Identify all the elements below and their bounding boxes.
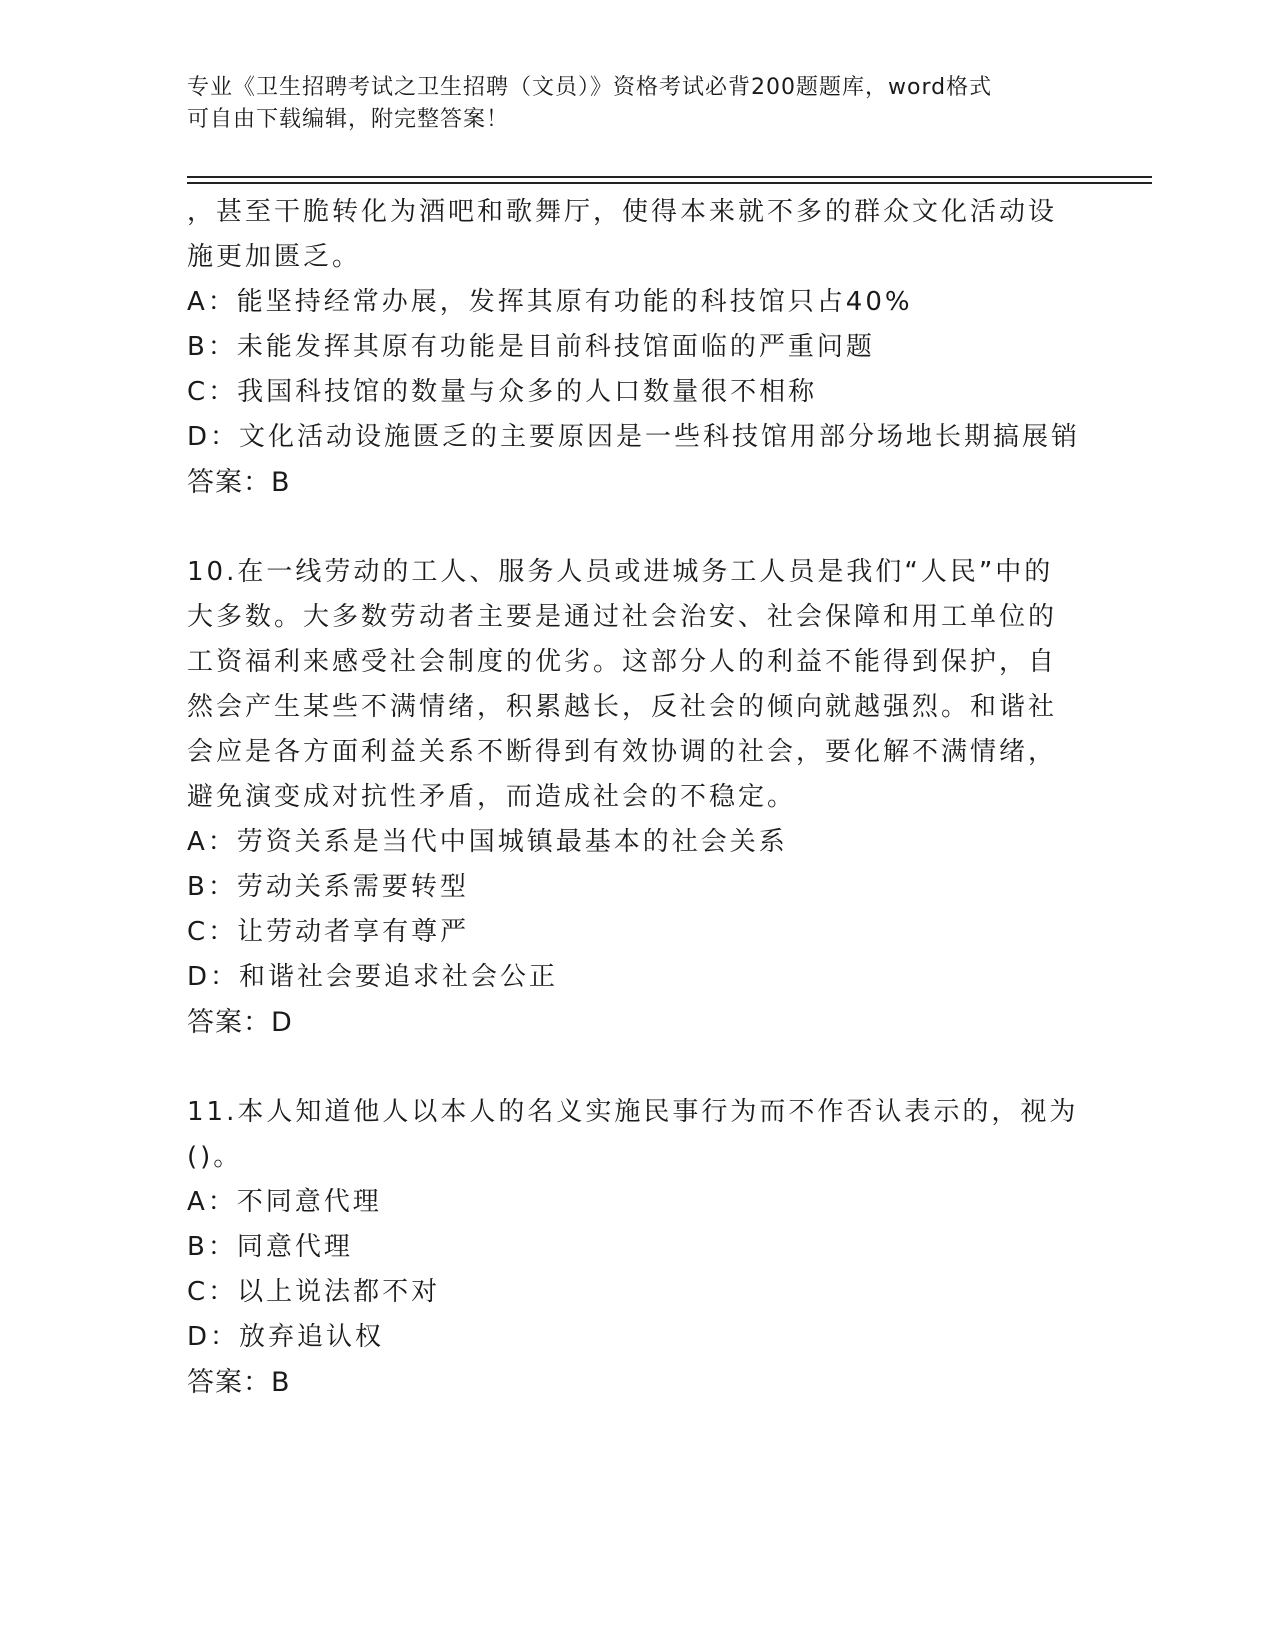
answer: 答案：B xyxy=(187,1367,291,1398)
option-d: D：和谐社会要追求社会公正 xyxy=(187,962,559,992)
header-divider-top xyxy=(187,176,1152,178)
spacer xyxy=(187,505,1087,550)
question-stem-line: 大多数。大多数劳动者主要是通过社会治安、社会保障和用工单位的 xyxy=(187,602,1058,632)
question-stem-line: 然会产生某些不满情绪，积累越长，反社会的倾向就越强烈。和谐社 xyxy=(187,692,1058,722)
option-d: D：放弃追认权 xyxy=(187,1322,385,1352)
question-stem-line: 会应是各方面利益关系不断得到有效协调的社会，要化解不满情绪， xyxy=(187,737,1058,767)
option-d: D：文化活动设施匮乏的主要原因是一些科技馆用部分场地长期搞展销 xyxy=(187,422,1081,452)
option-a: A：劳资关系是当代中国城镇最基本的社会关系 xyxy=(187,827,788,857)
question-stem-line: 工资福利来感受社会制度的优劣。这部分人的利益不能得到保护，自 xyxy=(187,647,1058,677)
option-b: B：同意代理 xyxy=(187,1232,353,1262)
question-11 xyxy=(187,1090,1087,1405)
option-c: C：我国科技馆的数量与众多的人口数量很不相称 xyxy=(187,377,818,407)
header-divider-bottom xyxy=(187,182,1152,184)
option-c: C：以上说法都不对 xyxy=(187,1277,441,1307)
option-b: B：未能发挥其原有功能是目前科技馆面临的严重问题 xyxy=(187,332,875,362)
spacer xyxy=(187,1045,1087,1090)
answer: 答案：D xyxy=(187,1007,293,1038)
question-10 xyxy=(187,550,1087,1045)
option-a: A：不同意代理 xyxy=(187,1187,382,1217)
question-stem-line: 避免演变成对抗性矛盾，而造成社会的不稳定。 xyxy=(187,782,797,812)
header-line-1: 专业《卫生招聘考试之卫生招聘（文员）》资格考试必背200题题库，word格式 xyxy=(187,75,993,100)
question-stem-line: ()。 xyxy=(187,1142,243,1172)
option-b: B：劳动关系需要转型 xyxy=(187,872,469,902)
document-header xyxy=(187,72,1087,136)
answer: 答案：B xyxy=(187,467,291,498)
question-stem-line: 10.在一线劳动的工人、服务人员或进城务工人员是我们“人民”中的 xyxy=(187,557,1054,587)
question-stem-line: 施更加匮乏。 xyxy=(187,242,362,272)
option-a: A：能坚持经常办展，发挥其原有功能的科技馆只占40% xyxy=(187,287,913,317)
question-stem-line: ，甚至干脆转化为酒吧和歌舞厅，使得本来就不多的群众文化活动设 xyxy=(187,197,1058,227)
option-c: C：让劳动者享有尊严 xyxy=(187,917,470,947)
question-stem-line: 11.本人知道他人以本人的名义实施民事行为而不作否认表示的，视为 xyxy=(187,1097,1079,1127)
document-body xyxy=(187,190,1087,1405)
header-line-2: 可自由下载编辑，附完整答案！ xyxy=(187,107,510,132)
question-9-continued xyxy=(187,190,1087,505)
